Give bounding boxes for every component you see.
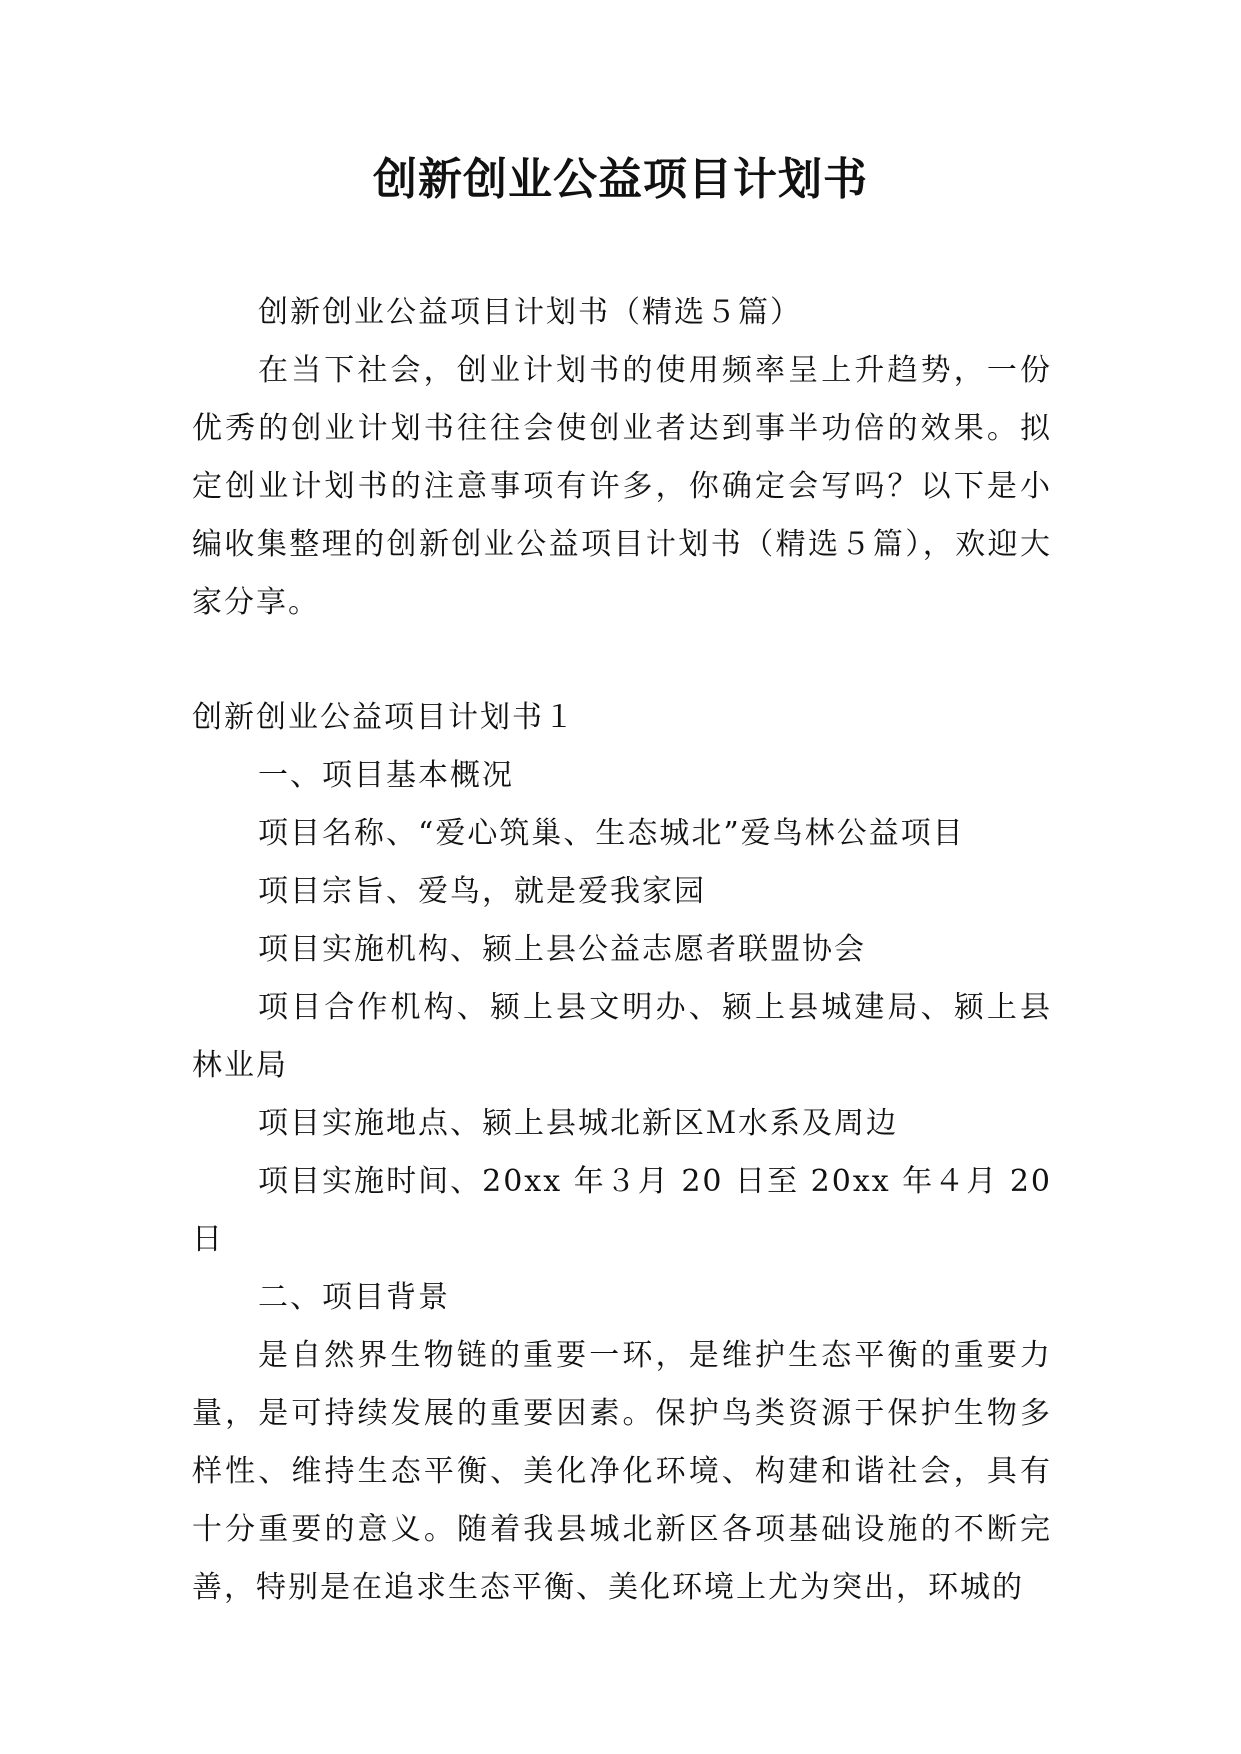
project-name-line: 项目名称、“爱心筑巢、生态城北”爱鸟林公益项目 xyxy=(258,816,965,851)
document-subtitle: 创新创业公益项目计划书（精选５篇） xyxy=(258,295,802,330)
part-heading-background: 二、项目背景 xyxy=(258,1280,450,1315)
background-paragraph: 是自然界生物链的重要一环，是维护生态平衡的重要力量，是可持续发展的重要因素。保护鸟类资源于保护生物多样性、维持生态平衡、美化净化环境、构建和谐社会，具有十分重要的意义。随着我县城北新区各项基础设施的不断完善，特别是在追求生态平衡、美化环境上尤为突出，环城的 xyxy=(192,1338,1052,1605)
implementing-org-line: 项目实施机构、颍上县公益志愿者联盟协会 xyxy=(258,932,866,967)
part-heading-overview: 一、项目基本概况 xyxy=(258,758,514,793)
project-purpose-line: 项目宗旨、爱鸟，就是爱我家园 xyxy=(258,874,706,909)
partner-org-line: 项目合作机构、颍上县文明办、颍上县城建局、颍上县林业局 xyxy=(192,990,1052,1083)
location-line: 项目实施地点、颍上县城北新区Ｍ水系及周边 xyxy=(258,1106,898,1141)
document-title: 创新创业公益项目计划书 xyxy=(373,154,868,205)
section-heading: 创新创业公益项目计划书１ xyxy=(192,700,576,735)
paragraph-spacer xyxy=(192,632,1052,689)
document-body xyxy=(192,284,1052,1617)
intro-paragraph: 在当下社会，创业计划书的使用频率呈上升趋势，一份优秀的创业计划书往往会使创业者达到事半功倍的效果。拟定创业计划书的注意事项有许多，你确定会写吗？以下是小编收集整理的创新创业公益项目计划书（精选５篇），欢迎大家分享。 xyxy=(192,353,1052,620)
schedule-line: 项目实施时间、20xx 年３月 20 日至 20xx 年４月 20 日 xyxy=(192,1164,1052,1257)
